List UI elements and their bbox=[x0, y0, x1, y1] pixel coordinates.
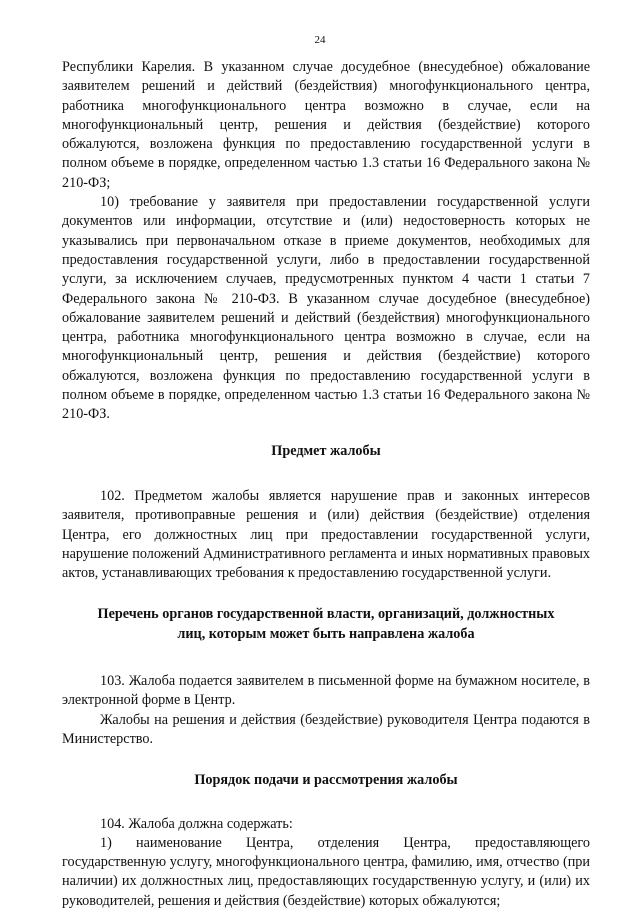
paragraph-104: 104. Жалоба должна содержать: bbox=[100, 815, 293, 832]
section-heading-authorities-line1: Перечень органов государственной власти, организаций, должностных bbox=[97, 606, 555, 623]
paragraph-item-10: 10) требование у заявителя при предоставлении государственной услуги документов или информации, отсутствие и (или) недостоверность которых не указывались при первоначальном отказе в приеме документов, необходимых для предоставления государственной услуги, либо в предоставлении государственной услуги, за исключением случаев, предусмотренных пунктом 4 части 1 статьи 7 Федерального закона № 210-ФЗ. В указанном случае досудебное (внесудебное) обжалование заявителем решений и действий (бездействия) многофункционального центра, работника многофункционального центра возможно в случае, если на многофункциональный центр, решения и действия (бездействие) которого обжалуются, возложена функция по предоставлению государственной услуги в полном объеме в порядке, определенном частью 1.3 статьи 16 Федерального закона № 210-ФЗ. bbox=[62, 194, 590, 423]
paragraph-104-item-1: 1) наименование Центра, отделения Центра, предоставляющего государственную услугу, многофункционального центра, фамилию, имя, отчество (при наличии) их должностных лиц, предоставляющих государственную услугу, и (или) их руководителей, решения и действия (бездействие) которых обжалуются; bbox=[62, 834, 590, 909]
section-heading-authorities-line2: лиц, которым может быть направлена жалоба bbox=[177, 625, 475, 642]
page-number: 24 bbox=[314, 34, 326, 46]
paragraph-continuation: Республики Карелия. В указанном случае досудебное (внесудебное) обжалование заявителем решений и действий (бездействия) многофункционального центра, работника многофункционального центра возможно в случае, если на многофункциональный центр, решения и действия (бездействие) которого обжалуются, возложена функция по предоставлению государственной услуги в полном объеме в порядке, определенном частью 1.3 статьи 16 Федерального закона № 210-ФЗ; bbox=[62, 59, 590, 191]
section-heading-subject: Предмет жалобы bbox=[271, 442, 381, 459]
paragraph-103: 103. Жалоба подается заявителем в письменной форме на бумажном носителе, в электронной форме в Центр. bbox=[62, 673, 590, 709]
page-content bbox=[62, 58, 590, 911]
section-heading-procedure: Порядок подачи и рассмотрения жалобы bbox=[194, 772, 458, 789]
paragraph-103-cont: Жалобы на решения и действия (бездействие) руководителя Центра подаются в Министерство. bbox=[62, 711, 590, 747]
paragraph-102: 102. Предметом жалобы является нарушение прав и законных интересов заявителя, противоправные решения и (или) действия (бездействие) отделения Центра, его должностных лиц при предоставлении государственной услуги, нарушение положений Административного регламента и иных нормативных правовых актов, устанавливающих требования к предоставлению государственной услуги. bbox=[62, 487, 590, 582]
